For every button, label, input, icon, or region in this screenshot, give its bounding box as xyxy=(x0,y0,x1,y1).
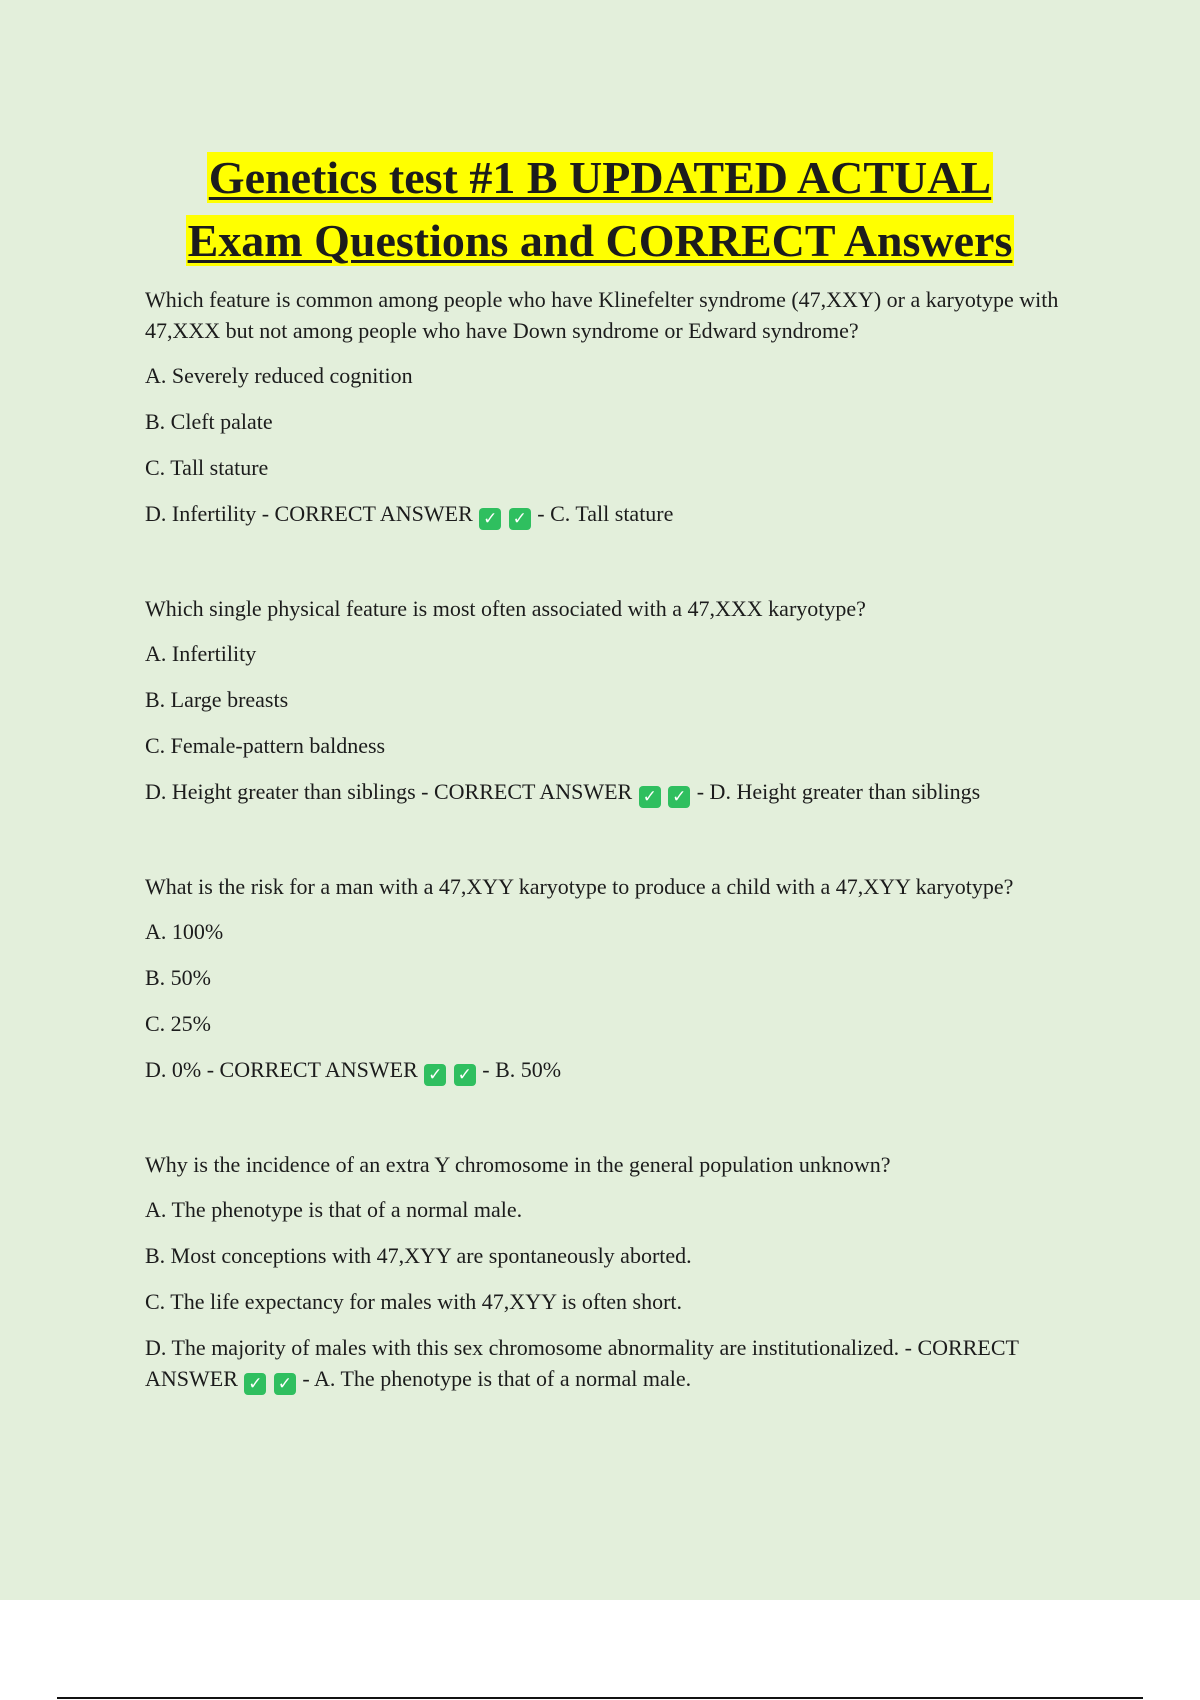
check-mark-icon: ✓ xyxy=(509,508,531,530)
title-line-1: Genetics test #1 B UPDATED ACTUAL xyxy=(208,152,992,203)
option-d-text: D. Infertility - CORRECT ANSWER xyxy=(145,501,473,526)
question-block-3 xyxy=(145,871,1085,1086)
option-d-with-answer xyxy=(145,776,1085,808)
option-c: C. Tall stature xyxy=(145,455,269,480)
option-d-text: D. 0% - CORRECT ANSWER xyxy=(145,1057,418,1082)
option-d-text: D. The majority of males with this sex chromosome abnormality are institutionalized. - CORRECT ANSWER xyxy=(145,1335,1019,1391)
title-line-2: Exam Questions and CORRECT Answers xyxy=(187,215,1013,266)
check-mark-icon: ✓ xyxy=(424,1064,446,1086)
document-title xyxy=(0,146,1200,272)
question-block-1 xyxy=(145,284,1085,530)
question-block-4 xyxy=(145,1149,1085,1395)
check-mark-icon: ✓ xyxy=(479,508,501,530)
option-d-with-answer xyxy=(145,1332,1085,1395)
check-mark-icon: ✓ xyxy=(274,1373,296,1395)
option-a: A. Infertility xyxy=(145,641,257,666)
option-b: B. Large breasts xyxy=(145,687,289,712)
option-a: A. 100% xyxy=(145,919,224,944)
option-d-with-answer xyxy=(145,1054,1085,1086)
option-a: A. Severely reduced cognition xyxy=(145,363,413,388)
check-mark-icon: ✓ xyxy=(454,1064,476,1086)
option-a: A. The phenotype is that of a normal male. xyxy=(145,1197,523,1222)
question-list xyxy=(145,284,1085,1410)
question-text: Which single physical feature is most often associated with a 47,XXX karyotype? xyxy=(145,596,866,621)
option-b: B. 50% xyxy=(145,965,211,990)
check-mark-icon: ✓ xyxy=(639,786,661,808)
option-c: C. 25% xyxy=(145,1011,211,1036)
option-d-with-answer xyxy=(145,498,1085,530)
footer-divider xyxy=(57,1697,1143,1699)
question-text: What is the risk for a man with a 47,XYY karyotype to produce a child with a 47,XYY karyotype? xyxy=(145,874,1014,899)
question-block-2 xyxy=(145,593,1085,808)
question-text: Which feature is common among people who have Klinefelter syndrome (47,XXY) or a karyotype with 47,XXX but not among people who have Down syndrome or Edward syndrome? xyxy=(145,287,1059,343)
correct-answer-text: - C. Tall stature xyxy=(537,501,674,526)
option-c: C. The life expectancy for males with 47,XYY is often short. xyxy=(145,1289,683,1314)
check-mark-icon: ✓ xyxy=(244,1373,266,1395)
correct-answer-text: - D. Height greater than siblings xyxy=(696,779,981,804)
correct-answer-text: - B. 50% xyxy=(482,1057,562,1082)
correct-answer-text: - A. The phenotype is that of a normal male. xyxy=(302,1366,692,1391)
option-d-text: D. Height greater than siblings - CORRECT ANSWER xyxy=(145,779,633,804)
question-text: Why is the incidence of an extra Y chromosome in the general population unknown? xyxy=(145,1152,891,1177)
option-b: B. Most conceptions with 47,XYY are spontaneously aborted. xyxy=(145,1243,692,1268)
option-b: B. Cleft palate xyxy=(145,409,273,434)
option-c: C. Female-pattern baldness xyxy=(145,733,386,758)
check-mark-icon: ✓ xyxy=(668,786,690,808)
